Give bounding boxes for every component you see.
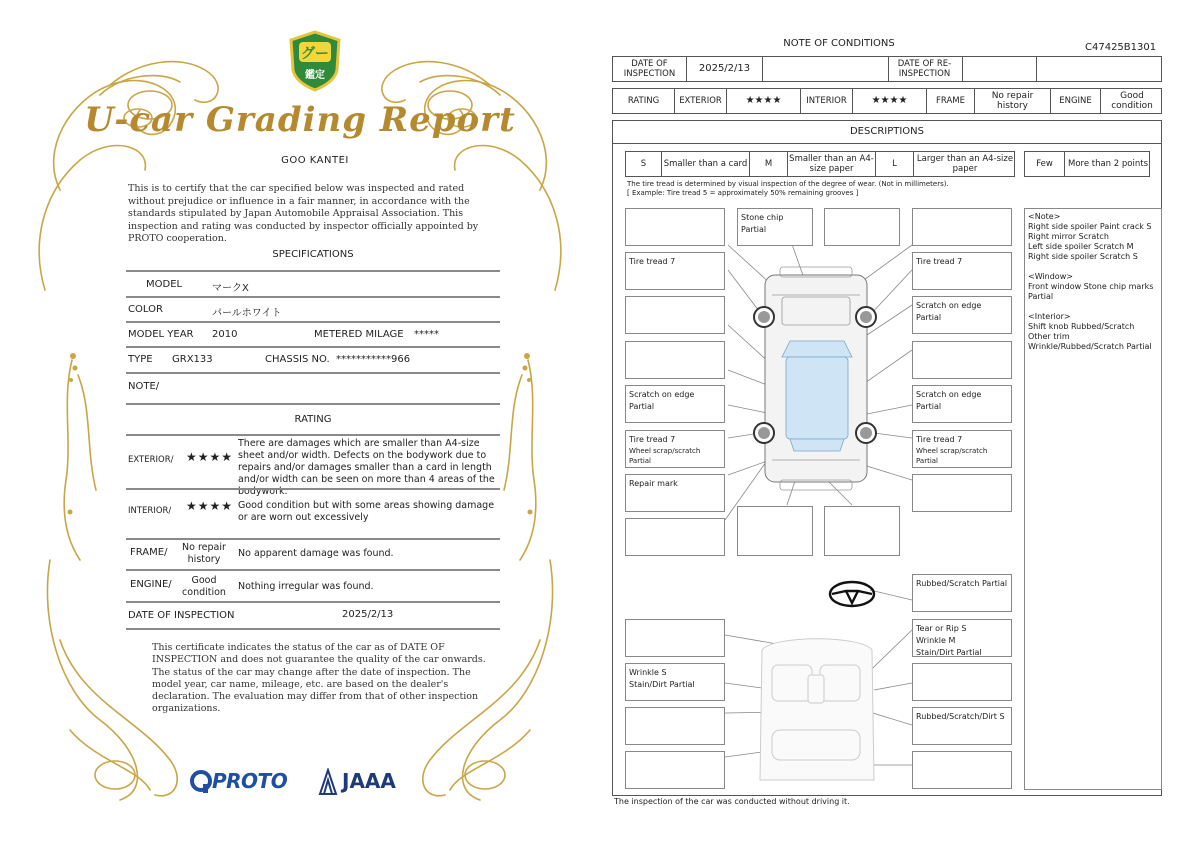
interior-label: INTERIOR/ — [128, 506, 172, 516]
certificate-subtitle: GOO KANTEI — [281, 155, 349, 166]
inspection-date-label: DATE OF INSPECTION — [128, 610, 235, 621]
interior-item: Other trim — [1028, 332, 1070, 341]
model-year-value: 2010 — [212, 329, 238, 340]
label-box — [625, 296, 725, 334]
rating-heading: RATING — [294, 414, 332, 425]
exterior-description: There are damages which are smaller than A4-size sheet and/or width. Defects on the bodywork due to repairs and/or damages smaller than a card in length and/or width can be seen on more than 4 areas of the bodywork. — [238, 438, 495, 497]
note-item: Left side spoiler Scratch M — [1028, 242, 1134, 251]
size-legend — [625, 151, 1015, 177]
engine-description: Nothing irregular was found. — [238, 581, 374, 592]
interior-label: INTERIOR — [801, 89, 853, 113]
few-legend — [1024, 151, 1150, 177]
label-box — [625, 208, 725, 246]
legend-l: L — [876, 152, 914, 176]
exterior-stars: ★★★★ — [186, 450, 234, 464]
label-box — [625, 341, 725, 379]
label-box — [737, 506, 813, 556]
label-box — [912, 341, 1012, 379]
proto-logo-icon — [190, 770, 212, 794]
interior-heading: <Interior> — [1028, 312, 1071, 321]
label-tire-rear-right-line2: Wheel scrap/scratch Partial — [916, 447, 988, 465]
label-box — [625, 518, 725, 556]
label-box — [912, 663, 1012, 701]
interior-stars: ★★★★ — [186, 499, 234, 513]
label-tire-front-right: Tire tread 7 — [912, 252, 1012, 290]
label-steering: Rubbed/Scratch Partial — [912, 574, 1012, 612]
blank-cell — [1037, 57, 1163, 81]
date-of-inspection-label: DATE OF INSPECTION — [613, 57, 687, 81]
interior-item: Wrinkle/Rubbed/Scratch Partial — [1028, 342, 1152, 351]
interior-item: Shift knob Rubbed/Scratch — [1028, 322, 1135, 331]
label-box — [824, 208, 900, 246]
jaaa-logo: JAAA — [342, 769, 396, 793]
label-seat-right-1 — [912, 619, 1012, 657]
rating-row — [612, 88, 1162, 114]
label-tire-front-left: Tire tread 7 — [625, 252, 725, 290]
frame-description: No apparent damage was found. — [238, 548, 394, 559]
conditions-title: NOTE OF CONDITIONS — [783, 38, 895, 49]
interior-description: Good condition but with some areas showing damage or are worn out excessively — [238, 500, 495, 523]
label-box — [912, 751, 1012, 789]
note-of-conditions — [600, 0, 1200, 848]
divider — [126, 403, 500, 405]
label-tire-rear-left-line2: Wheel scrap/scratch Partial — [629, 447, 701, 465]
note-item: Right mirror Scratch — [1028, 232, 1109, 241]
engine-value: Good condition — [182, 575, 226, 598]
note-item: Right side spoiler Paint crack S — [1028, 222, 1152, 231]
frame-value: No repair history — [975, 89, 1051, 113]
label-tire-rear-left-line1: Tire tread 7 — [629, 435, 676, 444]
window-heading: <Window> — [1028, 272, 1073, 281]
interior-stars: ★★★★ — [853, 89, 927, 113]
legend-s-text: Smaller than a card — [662, 152, 750, 176]
chassis-value: ***********966 — [336, 354, 411, 365]
divider — [126, 538, 500, 540]
label-seat-left-1 — [625, 663, 725, 701]
engine-label: ENGINE/ — [130, 579, 172, 590]
divider — [126, 270, 500, 272]
date-row — [612, 56, 1162, 82]
color-label: COLOR — [128, 304, 163, 315]
date-of-reinspection-label: DATE OF RE-INSPECTION — [887, 57, 963, 81]
label-tire-rear-right — [912, 430, 1012, 468]
goo-kantei-badge-icon — [287, 30, 343, 92]
exterior-stars: ★★★★ — [727, 89, 801, 113]
note-item: Right side spoiler Scratch S — [1028, 252, 1138, 261]
label-seat-left-1-line1: Wrinkle S — [629, 668, 667, 677]
rating-label: RATING — [613, 89, 675, 113]
frame-label: FRAME — [927, 89, 975, 113]
mileage-label: METERED MILAGE — [314, 329, 404, 340]
label-seat-right-1-line3: Stain/Dirt Partial — [916, 648, 982, 657]
divider — [126, 372, 500, 374]
label-scratch-right-2: Scratch on edge Partial — [912, 385, 1012, 423]
divider — [126, 628, 500, 630]
footnote: The inspection of the car was conducted without driving it. — [614, 797, 850, 806]
legend-few-text: More than 2 points — [1067, 158, 1148, 169]
label-box — [824, 506, 900, 556]
svg-text:鑑定: 鑑定 — [305, 70, 325, 81]
label-box — [625, 707, 725, 745]
date-of-inspection-value: 2025/2/13 — [687, 57, 763, 81]
legend-l-text: Larger than an A4-size paper — [916, 153, 1014, 174]
label-scratch-left: Scratch on edge Partial — [625, 385, 725, 423]
divider — [126, 296, 500, 298]
exterior-label: EXTERIOR/ — [128, 455, 174, 465]
proto-logo: PROTO — [212, 769, 288, 793]
frame-value: No repair history — [182, 542, 226, 565]
label-tire-rear-left — [625, 430, 725, 468]
legend-m: M — [750, 152, 788, 176]
divider — [612, 143, 1162, 144]
label-scratch-right-1: Scratch on edge Partial — [912, 296, 1012, 334]
label-box — [912, 208, 1012, 246]
label-box — [625, 751, 725, 789]
engine-value: Good condition — [1111, 91, 1153, 111]
label-box — [912, 474, 1012, 512]
divider — [126, 434, 500, 436]
tread-example: [ Example: Tire tread 5 = approximately 50% remaining grooves ] — [627, 189, 859, 197]
model-value: マークX — [212, 283, 249, 294]
legend-few: Few — [1025, 152, 1065, 176]
model-year-label: MODEL YEAR — [128, 329, 194, 340]
certificate-intro: This is to certify that the car specified below was inspected and rated without prejudice or influence in a fair manner, in accordance with the standards stipulated by Japan Automobile Appraisal Association. This inspection and rating was conducted by inspector officially appointed by PROTO cooperation. — [128, 183, 479, 245]
chassis-label: CHASSIS NO. — [265, 354, 330, 365]
steering-wheel-icon — [830, 582, 874, 606]
svg-text:グー: グー — [301, 46, 329, 62]
legend-s: S — [626, 152, 662, 176]
inspection-date-value: 2025/2/13 — [342, 609, 394, 620]
divider — [126, 488, 500, 490]
notes-panel — [1024, 208, 1162, 790]
type-value: GRX133 — [172, 354, 213, 365]
divider — [126, 321, 500, 323]
jaaa-logo-icon — [318, 768, 338, 796]
model-label: MODEL — [146, 279, 183, 290]
label-seat-right-1-line1: Tear or Rip S — [916, 624, 967, 633]
label-tire-rear-right-line1: Tire tread 7 — [916, 435, 963, 444]
document-code: C47425B1301 — [1085, 42, 1157, 53]
specifications-heading: SPECIFICATIONS — [272, 249, 354, 260]
frame-label: FRAME/ — [130, 547, 168, 558]
note-label: NOTE/ — [128, 381, 160, 392]
label-box — [625, 619, 725, 657]
blank-cell — [963, 57, 1037, 81]
certificate-notice: This certificate indicates the status of the car as of DATE OF INSPECTION and does not guarantee the quality of the car onwards. The status of the car may change after the date of inspection. The model year, car name, mileage, etc. are based on the dealer's declaration. The evaluation may differ from that of other inspection organizations. — [152, 642, 486, 715]
tread-note: The tire tread is determined by visual inspection of the degree of wear. (Not in millimeters). — [627, 180, 949, 188]
color-value: パールホワイト — [212, 308, 282, 319]
blank-cell — [763, 57, 889, 81]
label-seat-right-1-line2: Wrinkle M — [916, 636, 956, 645]
window-item: Front window Stone chip marks Partial — [1028, 282, 1154, 301]
certificate-title: U-car Grading Report — [84, 100, 516, 140]
engine-label: ENGINE — [1051, 89, 1101, 113]
divider — [126, 601, 500, 603]
divider — [126, 346, 500, 348]
label-stone-chip: Stone chip Partial — [737, 208, 813, 246]
label-seat-right-2: Rubbed/Scratch/Dirt S — [912, 707, 1012, 745]
divider — [126, 569, 500, 571]
exterior-label: EXTERIOR — [675, 89, 727, 113]
notes-heading: <Note> — [1028, 212, 1061, 221]
type-label: TYPE — [128, 354, 153, 365]
legend-m-text: Smaller than an A4-size paper — [788, 152, 876, 176]
label-repair-mark: Repair mark — [625, 474, 725, 512]
mileage-value: ***** — [414, 329, 439, 340]
label-seat-left-1-line2: Stain/Dirt Partial — [629, 680, 695, 689]
descriptions-heading: DESCRIPTIONS — [849, 126, 925, 137]
